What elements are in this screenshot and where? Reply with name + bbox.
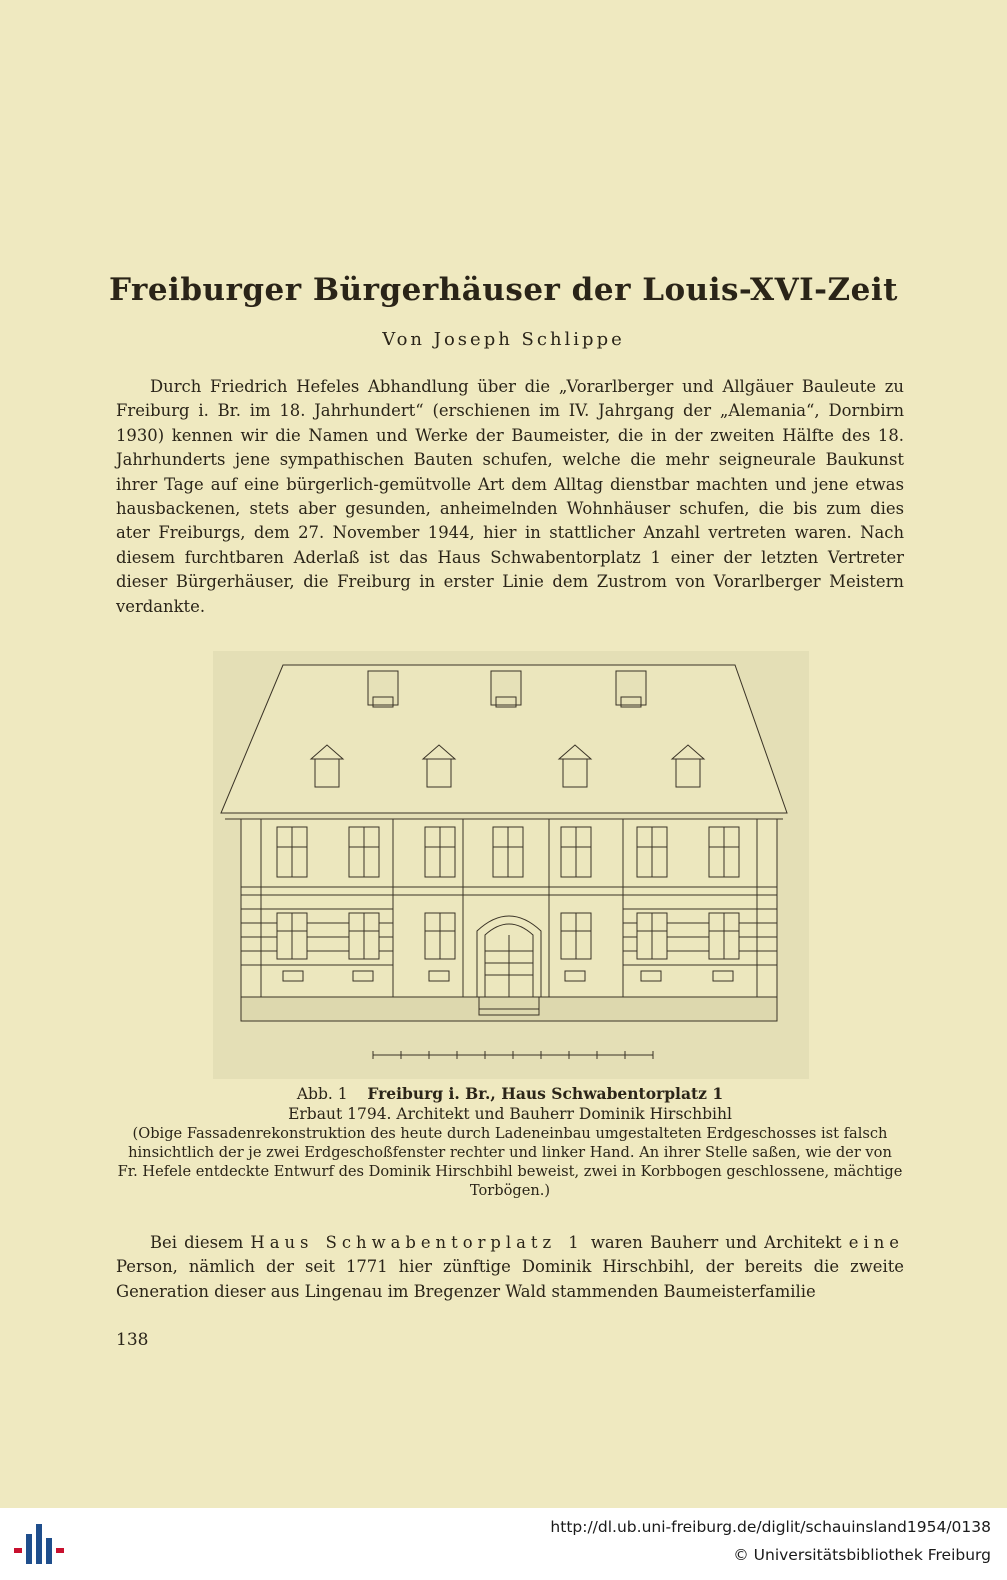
caption-label: Abb. 1	[296, 1085, 348, 1103]
caption-note: (Obige Fassadenrekonstruktion des heute durch Ladeneinbau umgestalteten Erdgeschosses ist falsch hinsichtlich der je zwei Erdgeschoßfenster rechter und linker Hand. An ihrer Stelle saßen, wie der von Fr. Hefele entdeckte Entwurf des Dominik Hirschbihl beweist, zwei in Korbbogen geschlossene, mächtige Torbögen.)	[117, 1125, 903, 1199]
article-author: Von Joseph Schlippe	[382, 329, 625, 350]
digital-library-link[interactable]: http://dl.ub.uni-freiburg.de/diglit/schauinsland1954/0138	[550, 1518, 991, 1536]
para2-middle: waren Bauherr und Architekt	[583, 1233, 849, 1252]
para2-end: Person, nämlich der seit 1771 hier zünftige Dominik Hirschbihl, der bereits die zweite Generation dieser aus Lingenau im Bregenzer Wald stammenden Baumeisterfamilie	[116, 1257, 904, 1301]
para2-spaced-eine: eine	[848, 1233, 904, 1252]
caption-subline: Erbaut 1794. Architekt und Bauherr Dominik Hirschbihl	[288, 1105, 732, 1123]
library-footer	[0, 1508, 1007, 1580]
facade-illustration	[213, 651, 809, 1079]
building-elevation-drawing	[213, 651, 809, 1079]
copyright-notice: © Universitätsbibliothek Freiburg	[733, 1546, 991, 1564]
second-paragraph	[116, 1231, 904, 1304]
library-logo-icon	[10, 1520, 70, 1570]
para2-spaced-house: Haus Schwabentorplatz 1	[250, 1233, 584, 1252]
caption-heading-line	[116, 1084, 904, 1104]
article-title: Freiburger Bürgerhäuser der Louis-XVI-Zeit	[109, 272, 898, 308]
para2-start: Bei diesem	[150, 1233, 251, 1252]
intro-paragraph: Durch Friedrich Hefeles Abhandlung über die „Vorarlberger und Allgäuer Bauleute zu Freiburg i. Br. im 18. Jahrhundert“ (erschienen im IV. Jahrgang der „Alemania“, Dornbirn 1930) kennen wir die Namen und Werke der Baumeister, die in der zweiten Hälfte des 18. Jahrhunderts jene sympathischen Bauten schufen, welche die mehr seigneurale Baukunst ihrer Tage auf eine bürgerlich-gemütvolle Art dem Alltag dienstbar machten und jene etwas hausbackenen, stets aber gesunden, anheimelnden Wohnhäuser schufen, die bis zum dies ater Freiburgs, dem 27. November 1944, hier in stattlicher Anzahl vertreten waren. Nach diesem furchtbaren Aderlaß ist das Haus Schwabentorplatz 1 einer der letzten Vertreter dieser Bürgerhäuser, die Freiburg in erster Linie dem Zustrom von Vorarlberger Meistern verdankte.	[116, 377, 904, 616]
page-number: 138	[116, 1330, 149, 1350]
caption-heading: Freiburg i. Br., Haus Schwabentorplatz 1	[367, 1084, 724, 1103]
figure-caption	[116, 1084, 904, 1200]
